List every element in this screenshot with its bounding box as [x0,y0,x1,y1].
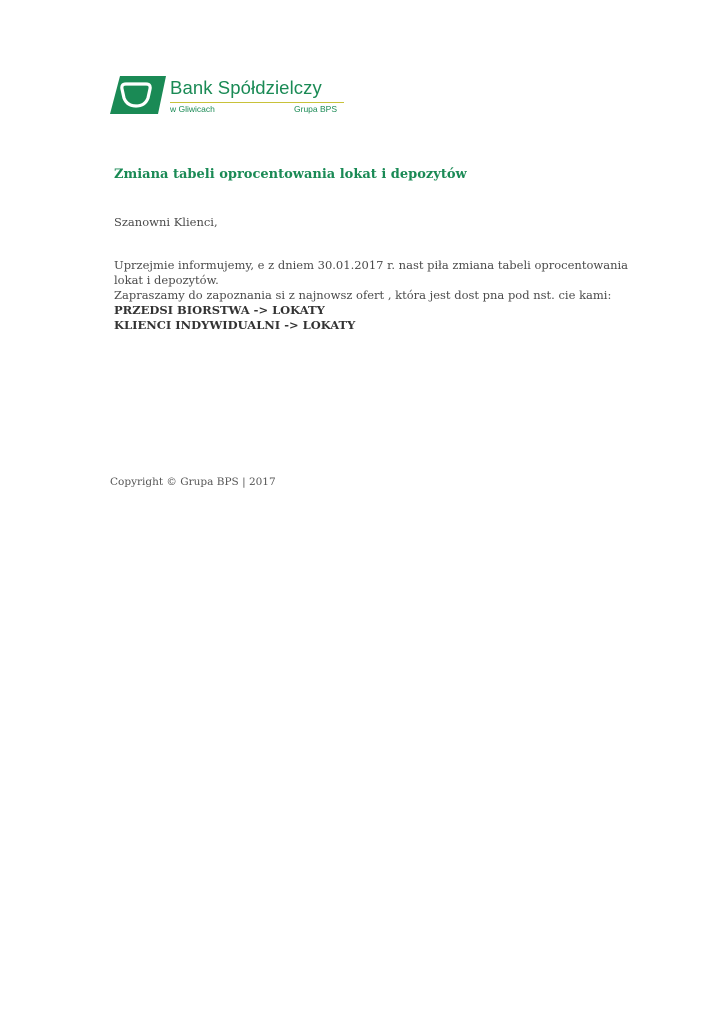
bank-logo [110,76,350,116]
bank-name: Bank Spółdzielczy [170,77,322,98]
body-line-1: Uprzejmie informujemy, e z dniem 30.01.2017 r. nast piła zmiana tabeli oprocentowania [114,258,629,272]
copyright-footer: Copyright © Grupa BPS | 2017 [110,476,276,488]
link-individual-deposits[interactable]: KLIENCI INDYWIDUALNI -> LOKATY [114,318,356,332]
bank-group: Grupa BPS [294,104,337,114]
link-business-deposits[interactable]: PRZEDSI BIORSTWA -> LOKATY [114,303,325,317]
bank-logo-icon [110,76,166,114]
bank-location: w Gliwicach [170,104,215,114]
body-line-2: lokat i depozytów. [114,273,219,287]
greeting: Szanowni Klienci, [114,215,218,229]
logo-divider [170,102,344,103]
page-title: Zmiana tabeli oprocentowania lokat i depozytów [114,167,467,182]
body-line-3: Zapraszamy do zapoznania si z najnowsz ofert , która jest dost pna pod nst. cie kami: [114,288,612,302]
message-body [114,258,628,333]
